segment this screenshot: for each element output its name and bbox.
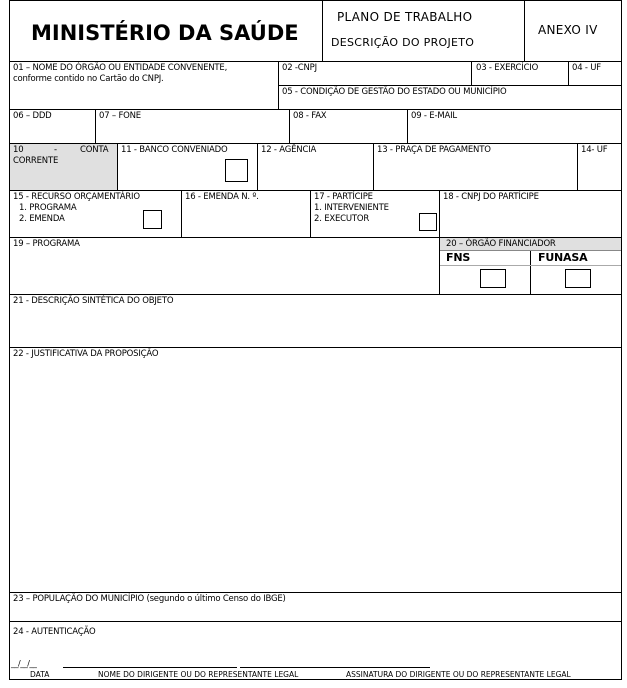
field-12[interactable] [257,143,374,191]
field-05[interactable] [278,85,622,110]
plan-subtitle: DESCRIÇÃO DO PROJETO [331,36,475,49]
ministry-cell [9,0,323,62]
funasa-checkbox[interactable] [565,269,591,288]
field-07[interactable] [95,109,290,144]
field-17-option-1: 1. INTERVENIENTE [314,203,389,213]
plan-title: PLANO DE TRABALHO [337,10,473,24]
field-11-label: 11 - BANCO CONVENIADO [121,145,228,155]
field-17-checkbox[interactable] [419,213,437,231]
field-08[interactable] [289,109,408,144]
field-02[interactable] [278,61,472,86]
name-line [63,667,237,668]
field-15-option-2: 2. EMENDA [19,214,65,224]
name-label: NOME DO DIRIGENTE OU DO REPRESENTANTE LEGAL [98,670,299,679]
field-01-label: 01 – NOME DO ÓRGÃO OU ENTIDADE CONVENENTE, [13,63,228,73]
field-24-label: 24 - AUTENTICAÇÃO [13,627,96,637]
fns-label: FNS [446,251,471,264]
field-12-label: 12 - AGÊNCIA [261,145,317,155]
field-10-label-num: 10 [13,145,24,155]
field-21-label: 21 - DESCRIÇÃO SINTÉTICA DO OBJETO [13,296,174,306]
field-06-label: 06 – DDD [13,111,52,121]
field-11-checkbox[interactable] [225,159,248,182]
field-13[interactable] [373,143,578,191]
field-05-label: 05 - CONDIÇÃO DE GESTÃO DO ESTADO OU MUNICÍPIO [282,87,507,97]
field-09[interactable] [407,109,622,144]
field-19-label: 19 – PROGRAMA [13,239,80,249]
field-18-label: 18 - CNPJ DO PARTÍCIPE [443,192,539,202]
field-22[interactable] [9,347,622,593]
fns-checkbox[interactable] [480,269,506,288]
field-11[interactable] [117,143,258,191]
field-15-label: 15 - RECURSO ORÇAMENTÁRIO [13,192,140,202]
field-19[interactable] [9,237,440,295]
field-20-label: 20 – ÓRGÃO FINANCIADOR [446,239,556,249]
field-03-label: 03 - EXERCÍCIO [476,63,539,73]
field-15-checkbox[interactable] [143,210,162,229]
ministry-title: MINISTÉRIO DA SAÚDE [31,21,299,45]
field-18[interactable] [439,190,622,238]
field-14-label: 14- UF [581,145,608,155]
field-10[interactable] [9,143,118,191]
field-17-label: 17 - PARTÍCIPE [314,192,373,202]
funasa-label: FUNASA [538,251,588,264]
field-07-label: 07 – FONE [99,111,141,121]
field-13-label: 13 - PRAÇA DE PAGAMENTO [377,145,491,155]
field-04-label: 04 - UF [572,63,601,73]
field-23-label: 23 – POPULAÇÃO DO MUNICÍPIO (segundo o último Censo do IBGE) [13,594,286,604]
signature-label: ASSINATURA DO DIRIGENTE OU DO REPRESENTANTE LEGAL [346,670,571,679]
signature-line [240,667,430,668]
field-20 [439,237,622,295]
field-10-label-dash: - [54,145,57,155]
field-01-sublabel: conforme contido no Cartão do CNPJ. [13,74,164,84]
field-21[interactable] [9,294,622,348]
date-field[interactable]: __/__/__ [11,659,37,668]
field-22-label: 22 - JUSTIFICATIVA DA PROPOSIÇÃO [13,349,159,359]
field-14[interactable] [577,143,622,191]
field-20-divider [530,251,531,294]
annex-cell [524,0,622,62]
field-03[interactable] [471,61,569,86]
field-17-option-2: 2. EXECUTOR [314,214,370,224]
field-10-label-corrente: CORRENTE [13,156,59,166]
field-08-label: 08 - FAX [293,111,327,121]
field-09-label: 09 - E-MAIL [411,111,457,121]
field-06[interactable] [9,109,96,144]
field-24 [9,621,622,680]
field-16-label: 16 - EMENDA N. º. [185,192,259,202]
field-01[interactable] [9,61,279,110]
field-10-label-conta: CONTA [80,145,109,155]
field-04[interactable] [568,61,622,86]
date-label: DATA [30,670,50,679]
field-17[interactable] [310,190,440,238]
field-20-header [440,238,621,251]
field-20-row-divider [440,265,621,266]
field-02-label: 02 -CNPJ [282,63,317,73]
field-16[interactable] [181,190,311,238]
plan-cell [322,0,525,62]
field-15[interactable] [9,190,182,238]
field-15-option-1: 1. PROGRAMA [19,203,77,213]
annex-label: ANEXO IV [538,23,598,37]
field-23[interactable] [9,592,622,622]
